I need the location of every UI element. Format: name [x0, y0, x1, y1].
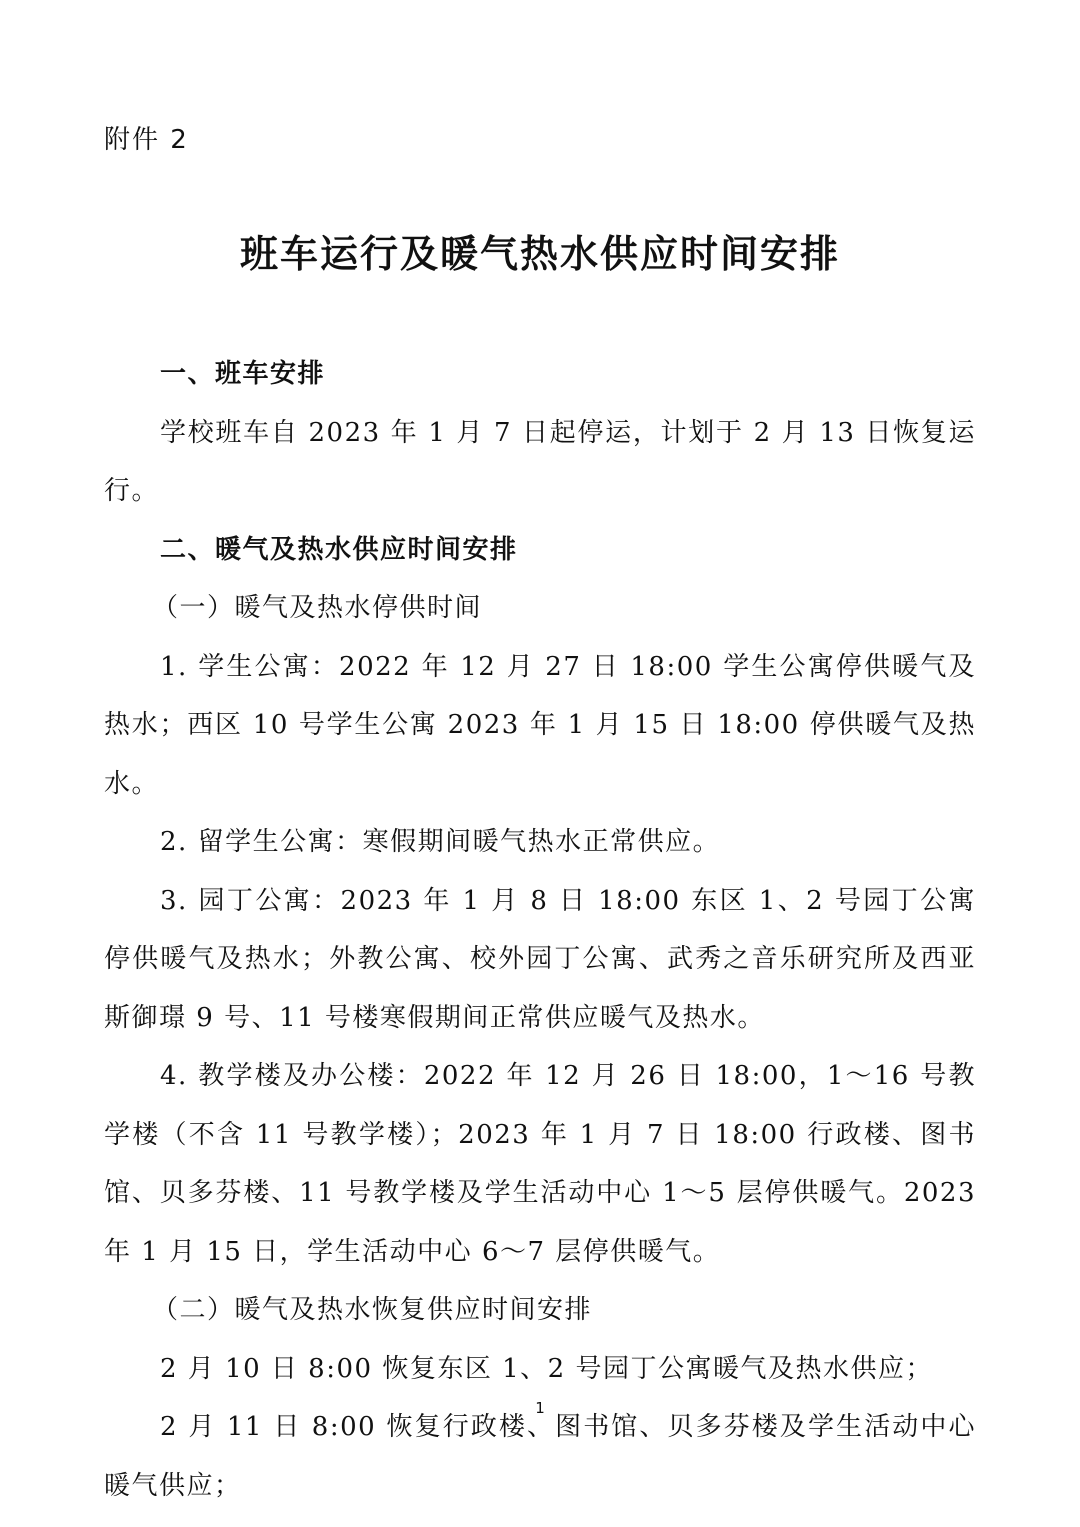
paragraph-bus-schedule: 学校班车自 2023 年 1 月 7 日起停运，计划于 2 月 13 日恢复运行。: [104, 417, 976, 506]
section-heading-bus: 一、班车安排: [160, 359, 326, 389]
paragraph-resume-feb-11: 2 月 11 日 8:00 恢复行政楼、图书馆、贝多芬楼及学生活动中心暖气供应；: [104, 1412, 976, 1501]
page-number: 1: [535, 1399, 545, 1417]
subheading-stop-supply: （一）暖气及热水停供时间: [152, 593, 483, 623]
attachment-label: 附件 2: [104, 125, 189, 155]
paragraph-resume-feb-10: 2 月 10 日 8:00 恢复东区 1、2 号园丁公寓暖气及热水供应；: [160, 1353, 933, 1384]
subheading-resume-supply: （二）暖气及热水恢复供应时间安排: [152, 1295, 593, 1325]
page-title: 班车运行及暖气热水供应时间安排: [239, 231, 840, 276]
paragraph-teaching-office-buildings: 4. 教学楼及办公楼：2022 年 12 月 26 日 18:00，1～16 号教学楼（不含 11 号教学楼）；2023 年 1 月 7 日 18:00 行政楼、图书馆、贝多芬楼、11 号教学楼及学生活动中心 1～5 层停供暖气。2023 年 1 月 15 日，学生活动中心 6～7 层停供暖气。: [104, 1061, 976, 1267]
document-body: [104, 345, 976, 1515]
section-heading-heating: 二、暖气及热水供应时间安排: [160, 534, 518, 565]
paragraph-international-apartments: 2. 留学生公寓：寒假期间暖气热水正常供应。: [160, 827, 721, 857]
paragraph-faculty-apartments: 3. 园丁公寓：2023 年 1 月 8 日 18:00 东区 1、2 号园丁公寓停供暖气及热水；外教公寓、校外园丁公寓、武秀之音乐研究所及西亚斯御璟 9 号、11 号楼寒假期间正常供应暖气及热水。: [104, 885, 976, 1033]
paragraph-student-apartments: 1. 学生公寓：2022 年 12 月 27 日 18:00 学生公寓停供暖气及热水；西区 10 号学生公寓 2023 年 1 月 15 日 18:00 停供暖气及热水。: [104, 651, 976, 799]
